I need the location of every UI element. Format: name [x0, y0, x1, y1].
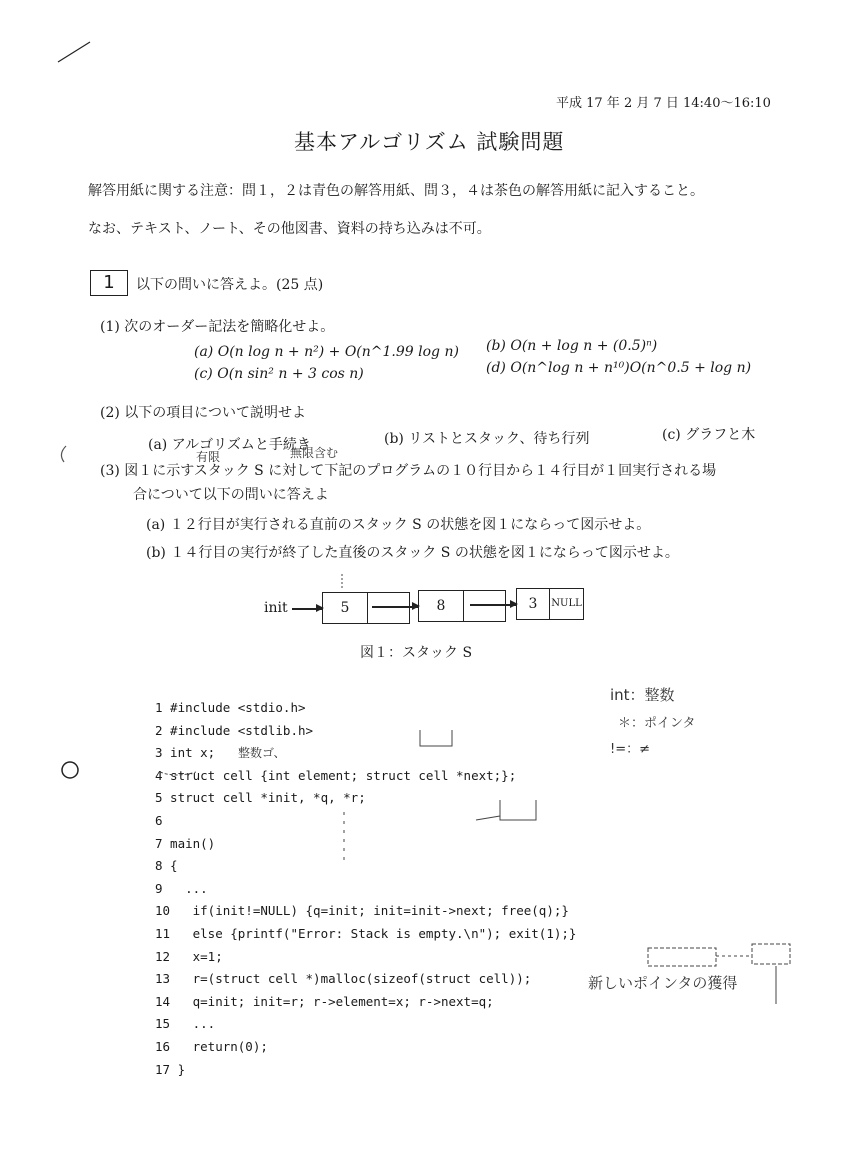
code-line: 1 #include <stdio.h>: [155, 700, 306, 715]
figure-caption: 図１：スタック S: [360, 645, 473, 661]
question-number: 1: [90, 270, 128, 296]
part3-b: (b) １４行目の実行が終了した直後のスタック S の状態を図１にならって図示せよ。: [146, 545, 679, 561]
sketch-arrow: [476, 816, 500, 820]
part1-a: (a) O(n log n + n²) + O(n^1.99 log n): [194, 344, 459, 360]
stack-cell-2-value: 8: [419, 591, 464, 621]
null-label: NULL: [551, 598, 582, 609]
code-line: 7 main(): [155, 835, 216, 851]
code-line: 3 int x;: [155, 745, 216, 761]
part1-text: (1) 次のオーダー記法を簡略化せよ。: [100, 319, 335, 335]
part2-c: (c) グラフと木: [662, 427, 756, 443]
part2-b: (b) リストとスタック、待ち行列: [384, 431, 590, 447]
handwritten-global-var: 整数ゴ、: [238, 746, 286, 760]
part1-c: (c) O(n sin² n + 3 cos n): [194, 366, 364, 382]
code-line: 10 if(init!=NULL) {q=init; init=init->next; free(q);}: [155, 903, 569, 919]
sketch-cell: [420, 730, 452, 746]
part3-text-line1: (3) 図１に示すスタック S に対して下記のプログラムの１０行目から１４行目が１回実行される場: [100, 463, 717, 479]
pen-stroke: [58, 42, 90, 62]
stack-cell-1-value: 5: [323, 593, 368, 623]
code-line: 15 ...: [155, 1016, 216, 1032]
code-line: 6: [155, 812, 163, 828]
exam-date: 平成 17 年 2 月 7 日 14:40〜16:10: [556, 96, 771, 111]
handwritten-finite: 有限: [196, 450, 221, 464]
part2-text: (2) 以下の項目について説明せよ: [100, 405, 307, 421]
code-line: 4 struct cell {int element; struct cell *next;};: [155, 767, 517, 783]
handwritten-infinite: 無限含む: [290, 446, 339, 460]
underline-mark: [160, 772, 196, 775]
code-line: 2 #include <stdlib.h>: [155, 722, 314, 738]
code-line: 5 struct cell *init, *q, *r;: [155, 790, 366, 806]
sketch-cell: [648, 948, 716, 966]
part2-a: (a) アルゴリズムと手続き: [148, 437, 311, 453]
part1-b: (b) O(n + log n + (0.5)ⁿ): [486, 338, 658, 354]
code-line: 9 ...: [155, 880, 208, 896]
part3-text-line2: 合について以下の問いに答えよ: [133, 487, 329, 503]
part3-a: (a) １２行目が実行される直前のスタック S の状態を図１にならって図示せよ。: [146, 517, 651, 533]
code-line: 13 r=(struct cell *)malloc(sizeof(struct cell));: [155, 971, 532, 987]
question-label: 以下の問いに答えよ。(25 点): [136, 277, 324, 293]
hole-punch-icon: [61, 446, 66, 462]
code-line: 14 q=init; init=r; r->element=x; r->next=q;: [155, 993, 494, 1009]
code-line: 11 else {printf("Error: Stack is empty.\n"); exit(1);}: [155, 925, 577, 941]
handwritten-int-note: int：整数: [610, 686, 675, 704]
answer-sheet-note: 解答用紙に関する注意：問１，２は青色の解答用紙、問３，４は茶色の解答用紙に記入すること。: [88, 183, 704, 199]
stack-cell-3-value: 3: [517, 589, 550, 619]
code-line: 17 }: [155, 1061, 186, 1077]
handwritten-ne-note: !=：≠: [610, 742, 650, 757]
handwritten-pointer-note: ＊：ポインタ: [618, 716, 696, 731]
part1-d: (d) O(n^log n + n¹⁰)O(n^0.5 + log n): [486, 360, 752, 376]
code-line: 8 {: [155, 858, 178, 874]
code-line: 12 x=1;: [155, 948, 223, 964]
hole-punch-icon: [62, 762, 78, 778]
sketch-cell: [752, 944, 790, 964]
sketch-cell: [500, 800, 536, 820]
materials-note: なお、テキスト、ノート、その他図書、資料の持ち込みは不可。: [88, 221, 491, 237]
handwritten-new-pointer: 新しいポインタの獲得: [588, 974, 738, 992]
figure-init-label: init: [264, 600, 288, 616]
code-line: 16 return(0);: [155, 1038, 268, 1054]
page-title: 基本アルゴリズム 試験問題: [294, 130, 565, 154]
